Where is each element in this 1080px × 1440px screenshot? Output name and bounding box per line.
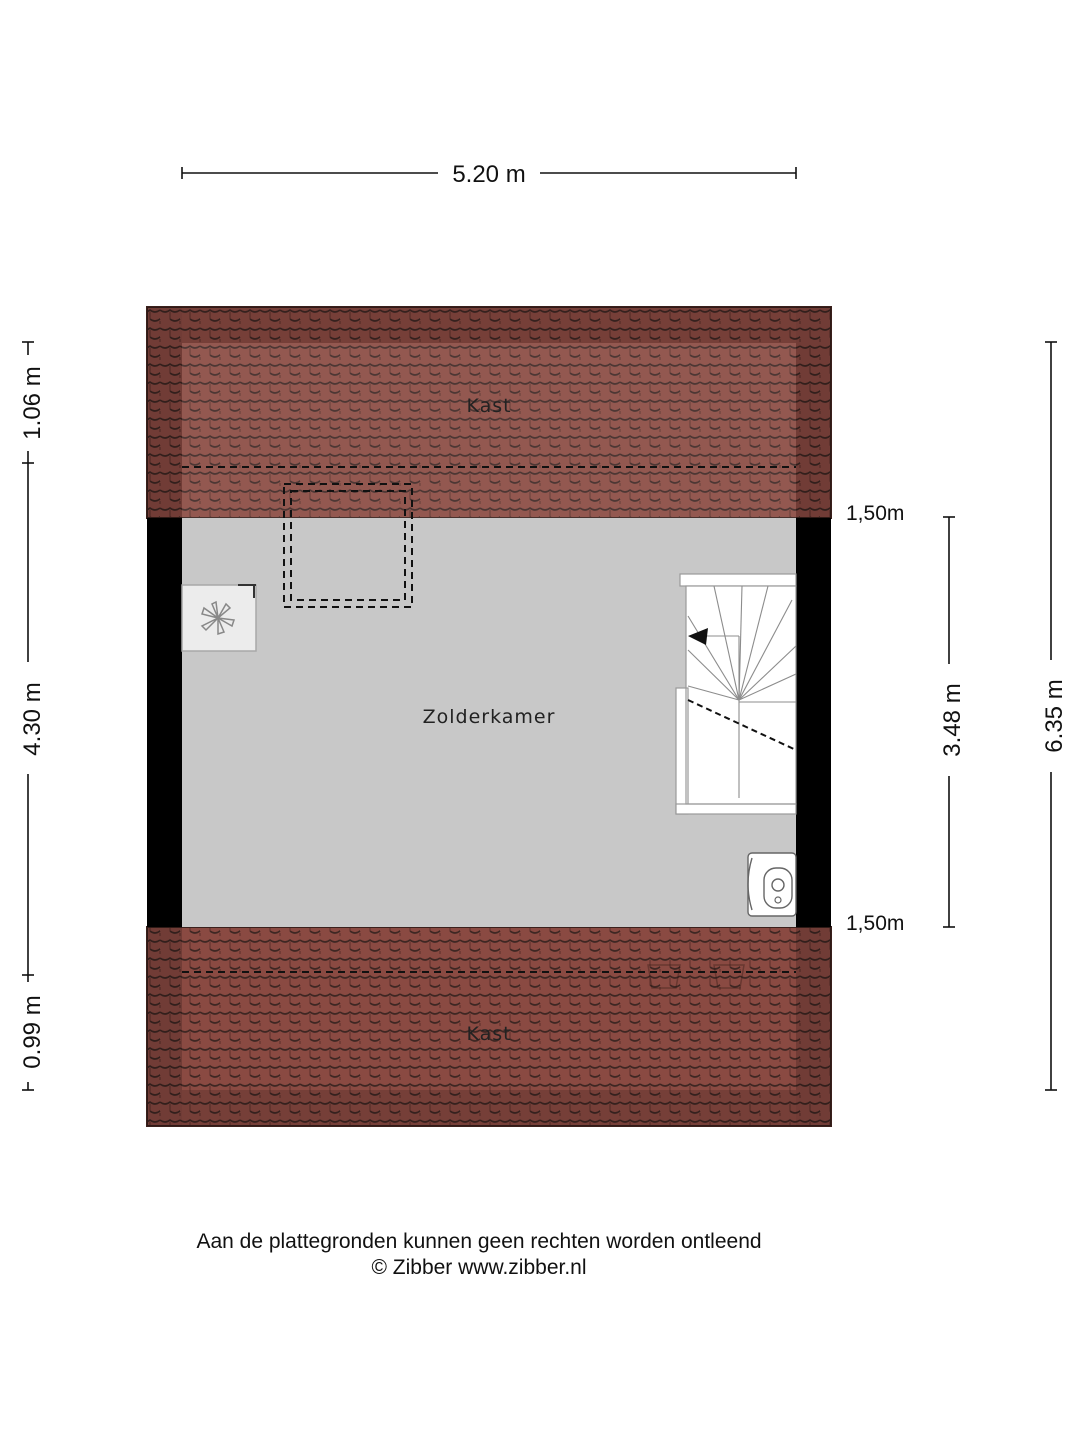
dimension-right-total-label: 6.35 m (1041, 679, 1068, 753)
toilet-icon (748, 853, 796, 916)
height-mark-top: 1,50m (846, 502, 905, 525)
staircase (676, 574, 796, 814)
dimension-left (14, 342, 46, 1090)
dimension-total-width-label: 5.20 m (452, 161, 526, 188)
copyright-text: © Zibber www.zibber.nl (371, 1256, 587, 1279)
dimension-right-inner-label: 3.48 m (939, 683, 966, 757)
room-label-main: Zolderkamer (422, 706, 556, 728)
height-mark-bottom: 1,50m (846, 912, 905, 935)
wall-right (796, 518, 831, 927)
dimension-right-total (1036, 342, 1068, 1090)
wall-left (147, 518, 182, 927)
building (147, 307, 831, 1126)
dimension-left-bottom-label: 0.99 m (19, 995, 46, 1069)
dimension-left-middle-label: 4.30 m (19, 682, 46, 756)
disclaimer-text: Aan de plattegronden kunnen geen rechten worden ontleend (196, 1230, 762, 1253)
room-label-bottom-storage: Kast (466, 1023, 512, 1045)
ventilation-unit (182, 585, 256, 651)
dimension-right-inner (934, 517, 966, 927)
dimension-left-top-label: 1.06 m (19, 366, 46, 440)
dimension-total-width (182, 161, 796, 188)
room-label-top-storage: Kast (466, 395, 512, 417)
